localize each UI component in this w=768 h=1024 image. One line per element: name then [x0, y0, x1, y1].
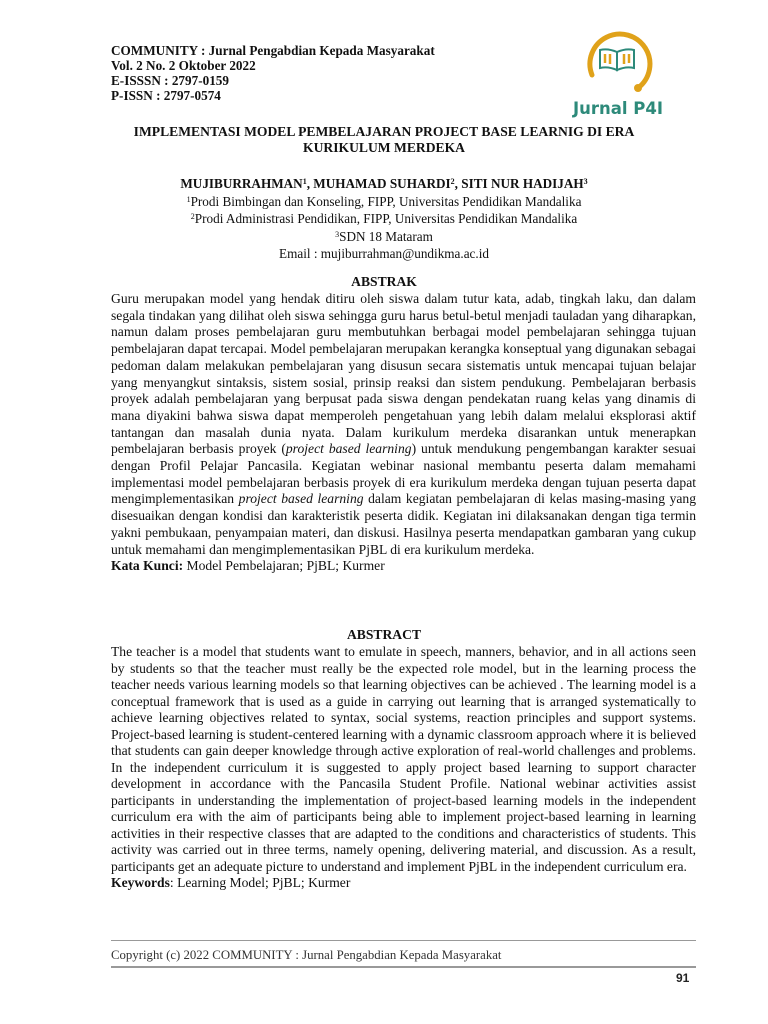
authors-block — [100, 175, 668, 263]
abstract-heading: ABSTRACT — [346, 627, 422, 642]
affiliation — [100, 210, 668, 228]
affiliation-sup: 1 — [186, 194, 191, 204]
author-name: SITI NUR HADIJAH — [461, 176, 584, 191]
author-names: MUJIBURRAHMAN$^1$, MUHAMAD SUHARDI$^2$, SITI NUR HADIJAH$^3$ — [180, 176, 588, 191]
abstrak-heading: ABSTRAK — [351, 274, 417, 289]
abstrak-text-part: dalam kegiatan pembelajaran di kelas masing-masing yang disesuaikan dengan kondisi dan karakteristik peserta didik. Kegiatan ini dilaksanakan dengan tiga termin yakni pembukaan, penyampaian materi, dan diskusi. Hasilnya peserta mendapatkan gambaran yang cukup untuk memahami dan mengimplementasikan PjBL di era kurikulum merdeka. — [111, 491, 696, 557]
journal-volume: Vol. 2 No. 2 Oktober 2022 — [111, 58, 256, 73]
abstrak-italic-term: project based learning — [285, 441, 412, 457]
journal-logo — [568, 30, 668, 126]
affiliation-text: SDN 18 Mataram — [339, 228, 433, 244]
author-sup: 3 — [583, 177, 588, 186]
page-number: 91 — [676, 971, 690, 985]
author-sup: 2 — [450, 177, 455, 186]
logo-text: Jurnal P4I — [573, 99, 664, 118]
paper-title: IMPLEMENTASI MODEL PEMBELAJARAN PROJECT BASE LEARNIG DI ERA KURIKULUM MERDEKA — [133, 124, 635, 155]
affiliation — [100, 228, 668, 246]
abstract-text: The teacher is a model that students want to emulate in speech, manners, behavior, and in all actions seen by students so that the teacher must really be the expected role model, but in the learning process the teacher needs various learning models so that learning objectives can be achieved . The learning model is a conceptual framework that is used as a guide in carrying out learning that is arranged systematically to achieve learning objectives related to syntax, social systems, reaction principles and support systems. Project-based learning is student-centered learning with a dynamic classroom approach where it is believed that students can gain deeper knowledge through active exploration of real-world challenges and problems. In the independent curriculum it is suggested to apply project based learning to support character development in accordance with the Pancasila Student Profile. National webinar activities assist participants in understanding the implementation of project-based learning models in the independent curriculum era with the aim of participants being able to implement project-based learning in learning activities in their respective classes that are adapted to the conditions and characteristics of students. This activity was carried out in three terms, namely opening, delivering material, and discussion. As a result, participants get an adequate picture to understand and implement PjBL in the independent curriculum era. — [111, 644, 696, 874]
abstract-body — [111, 644, 696, 892]
open-book-icon — [580, 30, 656, 100]
keywords-label: Keywords — [111, 875, 170, 890]
keywords-label: Kata Kunci: — [111, 558, 184, 574]
journal-p-issn: P-ISSN : 2797-0574 — [111, 88, 221, 103]
affiliation-text: Prodi Bimbingan dan Konseling, FIPP, Universitas Pendidikan Mandalika — [190, 193, 582, 209]
affiliation-sup: 2 — [190, 212, 195, 221]
keywords-list: Model Pembelajaran; PjBL; Kurmer — [183, 558, 385, 574]
author-email: Email : mujiburrahman@undikma.ac.id — [279, 246, 489, 261]
abstrak-keywords — [111, 558, 696, 575]
affiliation-sup: 3 — [335, 229, 340, 239]
abstrak-text-part: ) untuk mendukung pengembangan karakter sesuai dengan Profil Pelajar Pancasila. Kegiatan webinar nasional membantu peserta dalam memahami implementasi model pembelajaran berbasis proyek di era kurikulum merdeka dengan tujuan peserta dapat mengimplementasikan — [111, 441, 697, 507]
author-name: MUHAMAD SUHARDI — [313, 176, 451, 191]
footer-rule — [111, 940, 696, 941]
page-number-rule — [111, 966, 696, 968]
journal-name: COMMUNITY : Jurnal Pengabdian Kepada Masyarakat — [111, 43, 435, 58]
keywords-list: : Learning Model; PjBL; Kurmer — [169, 875, 351, 890]
journal-header — [111, 43, 435, 103]
abstrak-text-part: Guru merupakan model yang hendak ditiru oleh siswa dalam tutur kata, adab, tingkah laku, dan dalam segala tindakan yang dilihat oleh siswa sehingga guru harus betul-betul menjadi tauladan yang diharapkan, namun dalam proses pembelajaran guru membutuhkan berbagai model pembelajaran sehingga tujuan pembelajaran dapat tercapai. Model pembelajaran merupakan kerangka konseptual yang digunakan sebagai pedoman dalam melakukan pembelajaran yang disusun secara sistematis untuk mencapai tujuan belajar yang menyangkut sintaksis, sistem sosial, prinsip reaksi dan sistem pendukung. Pembelajaran berbasis proyek adalah pembelajaran yang berpusat pada siswa dengan pendekatan ruang kelas yang dinamis di mana diyakini bahwa siswa dapat memperoleh pengetahuan yang lebih dalam melalui eksplorasi aktif tantangan dan masalah dunia nyata. Dalam kurikulum merdeka disarankan untuk menerapkan pembelajaran berbasis proyek ( — [111, 291, 696, 457]
footer-copyright: Copyright (c) 2022 COMMUNITY : Jurnal Pengabdian Kepada Masyarakat — [111, 948, 502, 962]
affiliation-text: Prodi Administrasi Pendidikan, FIPP, Universitas Pendidikan Mandalika — [194, 211, 578, 226]
author-sup: 1 — [302, 177, 307, 186]
abstrak-italic-term: project based learning — [238, 491, 364, 507]
affiliation — [100, 193, 668, 211]
journal-e-issn: E-ISSSN : 2797-0159 — [111, 73, 229, 88]
abstrak-text — [111, 291, 696, 558]
abstrak-body — [111, 291, 696, 575]
author-name: MUJIBURRAHMAN — [180, 176, 303, 191]
abstract-keywords — [111, 875, 696, 892]
